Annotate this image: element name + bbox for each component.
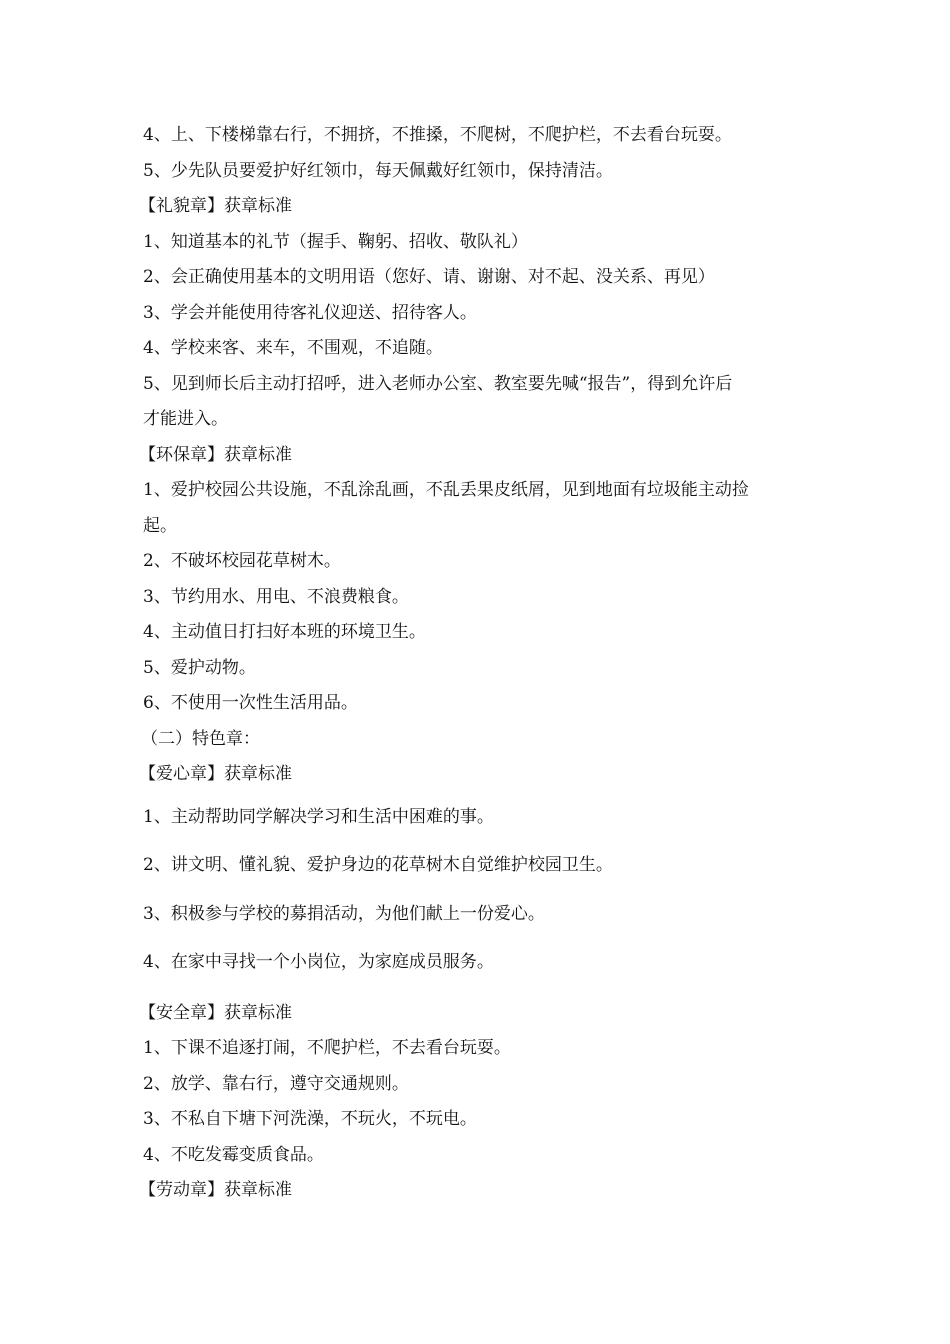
paragraph-line: 3、节约用水、用电、不浪费粮食。 (143, 586, 409, 607)
section-heading-environment-badge: 【环保章】获章标准 (139, 444, 292, 465)
paragraph-line: 3、积极参与学校的募捐活动，为他们献上一份爱心。 (143, 903, 545, 924)
paragraph-line: 4、不吃发霉变质食品。 (143, 1144, 324, 1165)
paragraph-line: 4、上、下楼梯靠右行，不拥挤，不推搡，不爬树，不爬护栏，不去看台玩耍。 (143, 125, 732, 145)
paragraph-line: 4、主动值日打扫好本班的环境卫生。 (143, 622, 426, 642)
paragraph-line: 1、主动帮助同学解决学习和生活中困难的事。 (143, 806, 494, 827)
paragraph-line: 3、不私自下塘下河洗澡，不玩火，不玩电。 (143, 1109, 477, 1129)
paragraph-line: 2、放学、靠右行，遵守交通规则。 (143, 1073, 409, 1094)
section-heading-labor-badge: 【劳动章】获章标准 (139, 1180, 292, 1200)
paragraph-line: 5、爱护动物。 (143, 657, 256, 678)
paragraph-line: 5、见到师长后主动打招呼，进入老师办公室、教室要先喊“报告”，得到允许后 (143, 373, 733, 394)
paragraph-line: 2、不破坏校园花草树木。 (143, 551, 341, 571)
paragraph-line: 才能进入。 (143, 409, 228, 429)
paragraph-line: 1、爱护校园公共设施，不乱涂乱画，不乱丢果皮纸屑，见到地面有垃圾能主动捡 (143, 480, 749, 500)
paragraph-line: 3、学会并能使用待客礼仪迎送、招待客人。 (143, 302, 477, 323)
paragraph-line: 6、不使用一次性生活用品。 (143, 693, 358, 713)
paragraph-line: 4、学校来客、来车，不围观，不追随。 (143, 338, 443, 358)
paragraph-line: 2、会正确使用基本的文明用语（您好、请、谢谢、对不起、没关系、再见） (143, 267, 715, 287)
paragraph-line: 起。 (143, 515, 177, 536)
document-body (139, 118, 815, 1209)
paragraph-line: 4、在家中寻找一个小岗位，为家庭成员服务。 (143, 952, 494, 972)
section-heading-courtesy-badge: 【礼貌章】获章标准 (139, 196, 292, 216)
section-heading-safety-badge: 【安全章】获章标准 (139, 1002, 292, 1023)
paragraph-line: 2、讲文明、懂礼貌、爱护身边的花草树木自觉维护校园卫生。 (143, 855, 613, 875)
paragraph-line: 1、下课不追逐打闹，不爬护栏，不去看台玩耍。 (143, 1038, 511, 1058)
section-heading-love-badge: 【爱心章】获章标准 (139, 764, 292, 784)
paragraph-line: 5、少先队员要爱护好红领巾，每天佩戴好红领巾，保持清洁。 (143, 160, 613, 181)
subsection-heading-special-badges: （二）特色章： (141, 728, 260, 749)
paragraph-line: 1、知道基本的礼节（握手、鞠躬、招收、敬队礼） (143, 231, 528, 252)
